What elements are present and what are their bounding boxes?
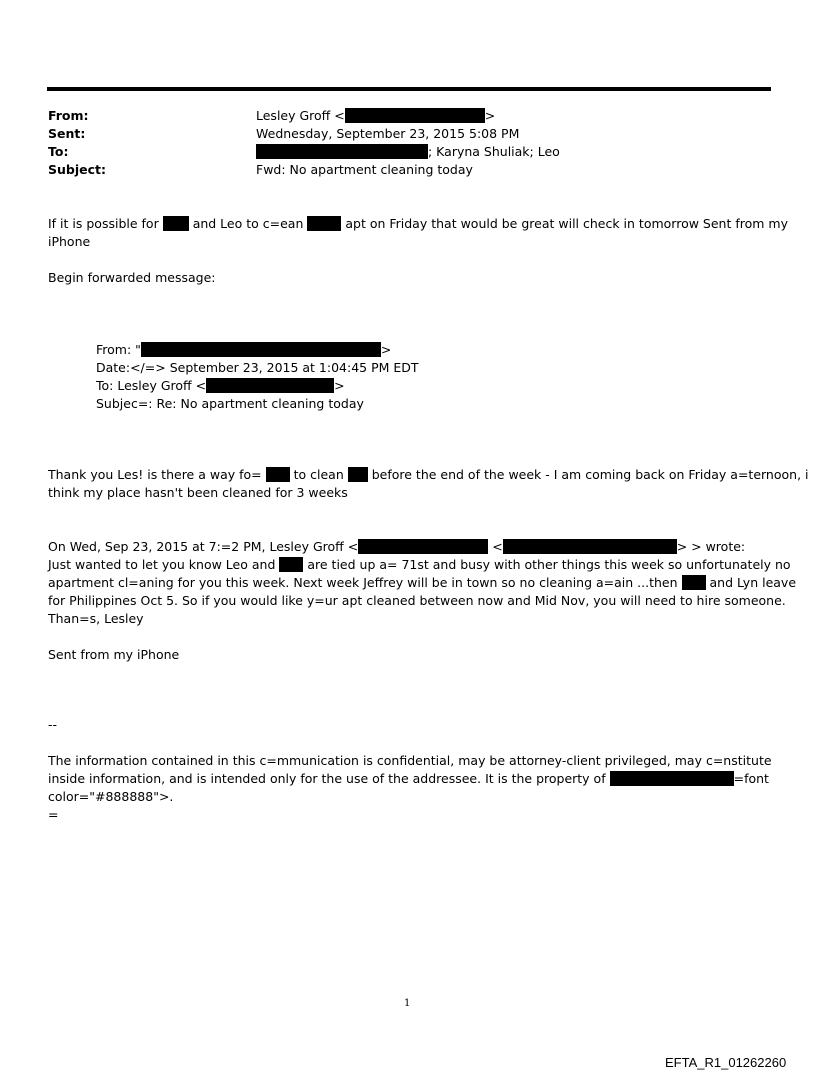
redaction-block (682, 575, 706, 590)
from-close: > (484, 108, 496, 123)
thanks-paragraph-line2: think my place hasn't been cleaned for 3 weeks (48, 485, 348, 500)
redaction-block (163, 216, 189, 231)
just-wanted-line (48, 556, 791, 574)
text-run: and Leo to c=ean (192, 216, 304, 231)
page-number: 1 (404, 998, 411, 1009)
text-run: > (334, 378, 345, 393)
redaction-block (256, 144, 428, 159)
sent-value: Wednesday, September 23, 2015 5:08 PM (256, 126, 520, 141)
sent-from-iphone: Sent from my iPhone (48, 647, 180, 662)
from-label: From: (48, 108, 89, 123)
confidentiality-line-3: color="#888888">. (48, 789, 174, 804)
text-run: If it is possible for (48, 216, 159, 231)
signoff-line: Than=s, Lesley (48, 611, 144, 626)
text-run: are tied up a= 71st and busy with other things this week so unfortunately no (307, 557, 791, 572)
fwd-from (96, 341, 391, 359)
to-label: To: (48, 144, 69, 159)
redaction-block (348, 467, 368, 482)
redaction-block (206, 378, 334, 393)
text-run: to clean (293, 467, 344, 482)
redaction-block (141, 342, 381, 357)
text-run: From: " (96, 342, 141, 357)
signature-separator: -- (48, 717, 58, 732)
text-run: before the end of the week - I am coming back on Friday a=ternoon, i (371, 467, 809, 482)
apartment-line (48, 574, 796, 592)
text-run: > (380, 342, 392, 357)
bates-number: EFTA_R1_01262260 (665, 1055, 787, 1070)
from-value (256, 107, 495, 125)
fwd-subject: Subjec=: Re: No apartment cleaning today (96, 396, 364, 411)
body-paragraph-1 (48, 215, 788, 233)
text-run: To: Lesley Groff < (96, 378, 207, 393)
to-recipients: ; Karyna Shuliak; Leo (428, 144, 560, 159)
subject-value: Fwd: No apartment cleaning today (256, 162, 473, 177)
trailing-equals: = (48, 807, 59, 822)
on-wed-line (48, 538, 745, 556)
text-run: inside information, and is intended only for the use of the addressee. It is the property of (48, 771, 606, 786)
text-run: =font (733, 771, 769, 786)
philippines-line: for Philippines Oct 5. So if you would like y=ur apt cleaned between now and Mid Nov, you will need to hire someone. (48, 593, 786, 608)
redaction-block (266, 467, 290, 482)
thanks-paragraph (48, 466, 809, 484)
redaction-block (503, 539, 677, 554)
redaction-block (307, 216, 341, 231)
text-run: < (492, 539, 503, 554)
begin-forwarded: Begin forwarded message: (48, 270, 216, 285)
to-value (256, 143, 560, 161)
text-run: Thank you Les! is there a way fo= (48, 467, 262, 482)
from-name: Lesley Groff < (256, 108, 345, 123)
text-run: apt on Friday that would be great will check in tomorrow Sent from my (345, 216, 788, 231)
redaction-block (345, 108, 485, 123)
header-rule (47, 87, 771, 91)
text-run: and Lyn leave (709, 575, 797, 590)
text-run: > > wrote: (676, 539, 746, 554)
redaction-block (358, 539, 488, 554)
text-run: On Wed, Sep 23, 2015 at 7:=2 PM, Lesley Groff < (48, 539, 359, 554)
redaction-block (610, 771, 734, 786)
confidentiality-line-1: The information contained in this c=mmunication is confidential, may be attorney-client privileged, may c=nstitute (48, 753, 772, 768)
body-paragraph-1-line2: iPhone (48, 234, 91, 249)
fwd-to (96, 377, 345, 395)
confidentiality-line-2 (48, 770, 769, 788)
subject-label: Subject: (48, 162, 106, 177)
redaction-block (279, 557, 303, 572)
text-run: apartment cl=aning for you this week. Next week Jeffrey will be in town so no cleaning a=ain ...then (48, 575, 678, 590)
sent-label: Sent: (48, 126, 86, 141)
fwd-date: Date:</=> September 23, 2015 at 1:04:45 PM EDT (96, 360, 419, 375)
text-run: Just wanted to let you know Leo and (48, 557, 276, 572)
